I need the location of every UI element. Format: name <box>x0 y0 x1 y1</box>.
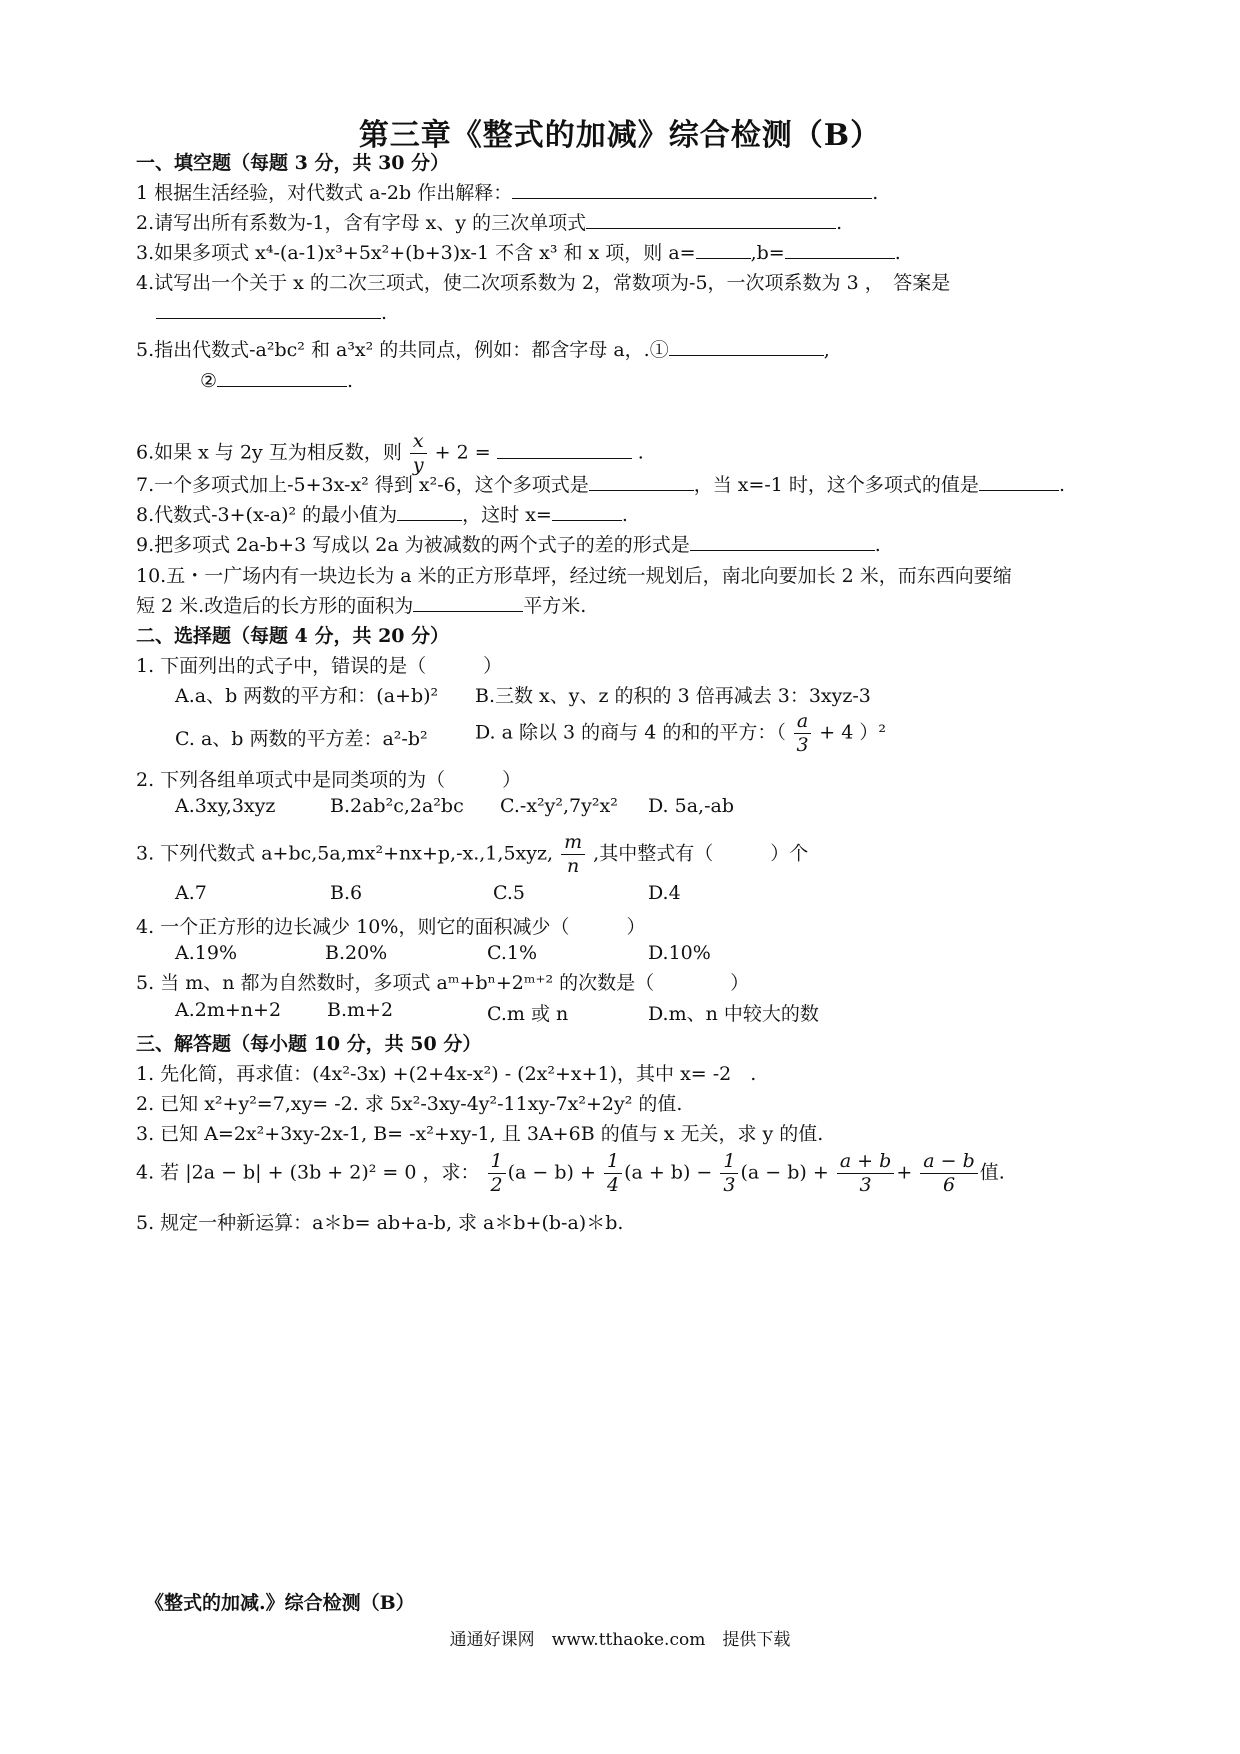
answer-blank[interactable] <box>397 500 462 521</box>
page-title: 第三章《整式的加减》综合检测（B） <box>358 118 882 153</box>
choice-3-option-d[interactable]: D.4 <box>648 882 681 904</box>
fill-question-2: 2.请写出所有系数为-1，含有字母 x、y 的三次单项式 . <box>136 208 1126 238</box>
section-1-heading: 一、填空题（每题 3 分，共 30 分） <box>136 152 450 174</box>
choice-1-option-c[interactable]: C. a、b 两数的平方差：a²-b² <box>175 728 428 750</box>
footer-source: 通通好课网 www.tthaoke.com 提供下载 <box>449 1630 791 1650</box>
choice-1-option-d[interactable]: D. a 除以 3 的商与 4 的和的平方：（ $\frac{a}{3}$ + 4 ）² <box>475 710 886 756</box>
choice-3-option-c[interactable]: C.5 <box>493 882 525 904</box>
answer-blank[interactable] <box>413 591 523 612</box>
answer-blank[interactable] <box>156 298 381 319</box>
fill-question-5: 5.指出代数式-a²bc² 和 a³x² 的共同点，例如：都含字母 a，.① , <box>136 335 1126 365</box>
section-3-heading: 三、解答题（每小题 10 分，共 50 分） <box>136 1033 482 1055</box>
section-2-heading: 二、选择题（每题 4 分，共 20 分） <box>136 625 450 647</box>
choice-question-3: 3. 下列代数式 a+bc,5a,mx²+nx+p,-x.,1,5xyz, $\frac{m}{n}$ ,其中整式有（ ）个 <box>136 831 809 877</box>
answer-blank[interactable] <box>589 470 694 491</box>
choice-question-4: 4. 一个正方形的边长减少 10%，则它的面积减少（ ） <box>136 916 646 938</box>
solve-question-1: 1. 先化简，再求值：(4x²-3x) +(2+4x-x²) - (2x²+x+1)，其中 x= -2 . <box>136 1063 757 1085</box>
fill-question-10-cont: 短 2 米.改造后的长方形的面积为 平方米. <box>136 591 1126 621</box>
choice-3-option-a[interactable]: A.7 <box>175 882 207 904</box>
solve-question-3: 3. 已知 A=2x²+3xy-2x-1, B= -x²+xy-1, 且 3A+6B 的值与 x 无关，求 y 的值. <box>136 1123 824 1145</box>
choice-question-2: 2. 下列各组单项式中是同类项的为（ ） <box>136 769 522 791</box>
choice-2-option-a[interactable]: A.3xy,3xyz <box>175 795 276 817</box>
answer-blank[interactable] <box>586 208 836 229</box>
choice-5-option-c[interactable]: C.m 或 n <box>487 1003 569 1025</box>
choice-2-option-d[interactable]: D. 5a,-ab <box>648 795 735 817</box>
answer-blank[interactable] <box>217 366 347 387</box>
solve-question-5: 5. 规定一种新运算：a＊b= ab+a-b, 求 a＊b+(b-a)＊b. <box>136 1212 624 1234</box>
fill-question-10: 10.五・一广场内有一块边长为 a 米的正方形草坪，经过统一规划后，南北向要加长 2 米，而东西向要缩 <box>136 565 1012 587</box>
fill-question-6: 6.如果 x 与 2y 互为相反数，则 $\frac{x}{y}$ + 2 = . <box>136 430 644 476</box>
answer-blank[interactable] <box>497 438 632 459</box>
choice-5-option-a[interactable]: A.2m+n+2 <box>175 999 282 1021</box>
answer-blank[interactable] <box>979 470 1059 491</box>
choice-1-option-b[interactable]: B.三数 x、y、z 的积的 3 倍再减去 3：3xyz-3 <box>475 685 871 707</box>
choice-question-5: 5. 当 m、n 都为自然数时，多项式 aᵐ+bⁿ+2ᵐ⁺² 的次数是（ ） <box>136 972 750 994</box>
choice-1-option-a[interactable]: A.a、b 两数的平方和：(a+b)² <box>175 685 439 707</box>
choice-5-option-d[interactable]: D.m、n 中较大的数 <box>648 1003 819 1025</box>
fill-question-3: 3.如果多项式 x⁴-(a-1)x³+5x²+(b+3)x-1 不含 x³ 和 x 项，则 a= ,b= . <box>136 238 1126 268</box>
fill-question-5-part2: ② . <box>200 366 1190 396</box>
fill-question-7: 7.一个多项式加上-5+3x-x² 得到 x²-6，这个多项式是 ，当 x=-1 时，这个多项式的值是 . <box>136 470 1126 500</box>
choice-2-option-c[interactable]: C.-x²y²,7y²x² <box>500 795 618 817</box>
fill-question-9: 9.把多项式 2a-b+3 写成以 2a 为被减数的两个式子的差的形式是 . <box>136 530 1126 560</box>
choice-4-option-c[interactable]: C.1% <box>487 942 538 964</box>
choice-3-option-b[interactable]: B.6 <box>330 882 363 904</box>
choice-4-option-a[interactable]: A.19% <box>175 942 237 964</box>
answer-blank[interactable] <box>669 335 824 356</box>
choice-4-option-b[interactable]: B.20% <box>325 942 388 964</box>
solve-question-2: 2. 已知 x²+y²=7,xy= -2. 求 5x²-3xy-4y²-11xy-7x²+2y² 的值. <box>136 1093 683 1115</box>
fill-question-4: 4.试写出一个关于 x 的二次三项式，使二次项系数为 2，常数项为-5，一次项系数为 3 ， 答案是 <box>136 272 951 294</box>
choice-4-option-d[interactable]: D.10% <box>648 942 711 964</box>
fraction-x-over-y: $\frac{x}{y}$ <box>410 432 427 475</box>
fraction-m-over-n: $\frac{m}{n}$ <box>561 833 585 876</box>
answer-blank[interactable] <box>552 500 622 521</box>
answer-blank[interactable] <box>512 178 872 199</box>
fill-question-1: 1 根据生活经验，对代数式 a-2b 作出解释： . <box>136 178 1126 208</box>
answer-blank[interactable] <box>696 238 751 259</box>
choice-5-option-b[interactable]: B.m+2 <box>327 999 394 1021</box>
footer-title: 《整式的加减.》综合检测（B） <box>145 1592 415 1614</box>
answer-blank[interactable] <box>785 238 895 259</box>
fraction-a-over-3: $\frac{a}{3}$ <box>794 712 811 755</box>
solve-question-4: 4. 若 |2a − b| + (3b + 2)² = 0 ，求： $\frac{1}{2}$ (a − b) + $\frac{1}{4}$ (a + b) − $\frac{1}{3}$ (a − b) + $\frac{a + b}{3}$ + $\frac{a - b}{6}$ 值. <box>136 1150 1005 1196</box>
choice-question-1: 1. 下面列出的式子中，错误的是（ ） <box>136 655 503 677</box>
fill-question-4-answer: . <box>136 298 1126 328</box>
answer-blank[interactable] <box>690 530 875 551</box>
fill-question-8: 8.代数式-3+(x-a)² 的最小值为 ，这时 x= . <box>136 500 1126 530</box>
choice-2-option-b[interactable]: B.2ab²c,2a²bc <box>330 795 464 817</box>
